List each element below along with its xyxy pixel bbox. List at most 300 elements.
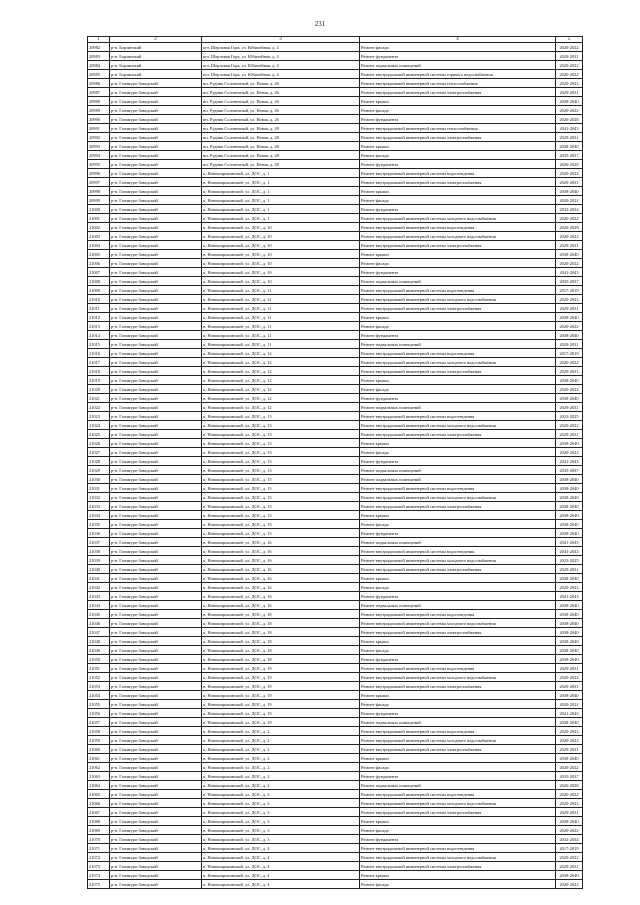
table-row [88, 88, 583, 97]
district-cell: р-н. Газимуро-Заводский [110, 133, 202, 142]
table-row [88, 394, 583, 403]
record-number-cell: 20997 [88, 178, 110, 187]
period-cell: 2020-2022 [556, 169, 583, 178]
period-cell: 2020-2022 [556, 43, 583, 52]
address-cell: п. Новоширокинский, ул. ДОС, д. 2 [202, 754, 360, 763]
address-cell: п. Новоширокинский, ул. ДОС, д. 18 [202, 628, 360, 637]
address-cell: п. Новоширокинский, ул. ДОС, д. 19 [202, 700, 360, 709]
table-row [88, 511, 583, 520]
record-number-cell: 21038 [88, 547, 110, 556]
record-number-cell: 21069 [88, 826, 110, 835]
work-type-cell: Ремонт внутридомовой инженерной системы водоотведения [360, 484, 556, 493]
table-row [88, 745, 583, 754]
district-cell: р-н. Газимуро-Заводский [110, 835, 202, 844]
period-cell: 2038-2040 [556, 331, 583, 340]
work-type-cell: Ремонт внутридомовой инженерной системы электроснабжения [360, 502, 556, 511]
address-cell: п. Новоширокинский, ул. ДОС, д. 18 [202, 655, 360, 664]
record-number-cell: 21004 [88, 241, 110, 250]
work-type-cell: Ремонт внутридомовой инженерной системы электроснабжения [360, 241, 556, 250]
period-cell: 2029-2031 [556, 241, 583, 250]
period-cell: 2020-2022 [556, 880, 583, 889]
address-cell: нп. Рудник Солонечный, ул. Новая, д. 26 [202, 106, 360, 115]
address-cell: пгт. Шерловая Гора, ул. Юбилейная, д. 4 [202, 52, 360, 61]
district-cell: р-н. Газимуро-Заводский [110, 781, 202, 790]
record-number-cell: 20985 [88, 70, 110, 79]
work-type-cell: Ремонт крыши [360, 187, 556, 196]
work-type-cell: Ремонт внутридомовой инженерной системы водоотведения [360, 169, 556, 178]
address-cell: п. Новоширокинский, ул. ДОС, д. 12 [202, 394, 360, 403]
work-type-cell: Ремонт внутридомовой инженерной системы электроснабжения [360, 808, 556, 817]
address-cell: п. Новоширокинский, ул. ДОС, д. 2 [202, 781, 360, 790]
address-cell: п. Новоширокинский, ул. ДОС, д. 11 [202, 313, 360, 322]
record-number-cell: 21014 [88, 331, 110, 340]
address-cell: п. Новоширокинский, ул. ДОС, д. 10 [202, 268, 360, 277]
record-number-cell: 21047 [88, 628, 110, 637]
address-cell: п. Новоширокинский, ул. ДОС, д. 15 [202, 493, 360, 502]
record-number-cell: 21054 [88, 691, 110, 700]
period-cell: 2020-2022 [556, 583, 583, 592]
address-cell: п. Новоширокинский, ул. ДОС, д. 3 [202, 826, 360, 835]
record-number-cell: 21072 [88, 853, 110, 862]
record-number-cell: 21067 [88, 808, 110, 817]
table-row [88, 799, 583, 808]
district-cell: р-н. Газимуро-Заводский [110, 682, 202, 691]
period-cell: 2017-2019 [556, 844, 583, 853]
table-row [88, 79, 583, 88]
table-row [88, 268, 583, 277]
period-cell: 2038-2040 [556, 142, 583, 151]
district-cell: р-н. Борзинский [110, 61, 202, 70]
table-row [88, 520, 583, 529]
work-type-cell: Ремонт внутридомовой инженерной системы электроснабжения [360, 862, 556, 871]
address-cell: п. Новоширокинский, ул. ДОС, д. 3 [202, 799, 360, 808]
record-number-cell: 21041 [88, 574, 110, 583]
table-row [88, 106, 583, 115]
table-row [88, 97, 583, 106]
district-cell: р-н. Газимуро-Заводский [110, 628, 202, 637]
record-number-cell: 20984 [88, 61, 110, 70]
district-cell: р-н. Газимуро-Заводский [110, 196, 202, 205]
work-type-cell: Ремонт крыши [360, 97, 556, 106]
table-row [88, 862, 583, 871]
address-cell: п. Новоширокинский, ул. ДОС, д. 16 [202, 547, 360, 556]
table-row [88, 61, 583, 70]
page-number: 231 [314, 20, 326, 28]
work-type-cell: Ремонт внутридомовой инженерной системы холодного водоснабжения [360, 493, 556, 502]
record-number-cell: 21057 [88, 718, 110, 727]
work-type-cell: Ремонт фундамента [360, 115, 556, 124]
column-header-4: 4 [360, 37, 556, 43]
address-cell: п. Новоширокинский, ул. ДОС, д. 12 [202, 385, 360, 394]
work-type-cell: Ремонт внутридомовой инженерной системы холодного водоснабжения [360, 214, 556, 223]
address-cell: п. Новоширокинский, ул. ДОС, д. 3 [202, 817, 360, 826]
period-cell: 2038-2040 [556, 394, 583, 403]
work-type-cell: Ремонт фасада [360, 322, 556, 331]
work-type-cell: Ремонт подвальных помещений [360, 718, 556, 727]
district-cell: р-н. Газимуро-Заводский [110, 214, 202, 223]
address-cell: п. Новоширокинский, ул. ДОС, д. 11 [202, 295, 360, 304]
work-type-cell: Ремонт внутридомовой инженерной системы электроснабжения [360, 133, 556, 142]
record-number-cell: 21031 [88, 484, 110, 493]
district-cell: р-н. Борзинский [110, 43, 202, 52]
address-cell: п. Новоширокинский, ул. ДОС, д. 15 [202, 511, 360, 520]
period-cell: 2023-2025 [556, 412, 583, 421]
address-cell: п. Новоширокинский, ул. ДОС, д. 16 [202, 601, 360, 610]
table-row [88, 736, 583, 745]
table-row [88, 637, 583, 646]
address-cell: п. Новоширокинский, ул. ДОС, д. 19 [202, 709, 360, 718]
district-cell: р-н. Газимуро-Заводский [110, 772, 202, 781]
district-cell: р-н. Газимуро-Заводский [110, 313, 202, 322]
table-row [88, 754, 583, 763]
record-number-cell: 20994 [88, 151, 110, 160]
record-number-cell: 21013 [88, 322, 110, 331]
district-cell: р-н. Газимуро-Заводский [110, 637, 202, 646]
district-cell: р-н. Газимуро-Заводский [110, 736, 202, 745]
address-cell: п. Новоширокинский, ул. ДОС, д. 18 [202, 619, 360, 628]
address-cell: п. Новоширокинский, ул. ДОС, д. 2 [202, 727, 360, 736]
district-cell: р-н. Газимуро-Заводский [110, 169, 202, 178]
period-cell: 2029-2031 [556, 565, 583, 574]
district-cell: р-н. Газимуро-Заводский [110, 394, 202, 403]
address-cell: нп. Рудник Солонечный, ул. Новая, д. 26 [202, 88, 360, 97]
table-row [88, 313, 583, 322]
table-row [88, 205, 583, 214]
district-cell: р-н. Газимуро-Заводский [110, 871, 202, 880]
period-cell: 2041-2043 [556, 538, 583, 547]
district-cell: р-н. Газимуро-Заводский [110, 565, 202, 574]
address-cell: п. Новоширокинский, ул. ДОС, д. 4 [202, 862, 360, 871]
work-type-cell: Ремонт крыши [360, 511, 556, 520]
period-cell: 2029-2031 [556, 403, 583, 412]
work-type-cell: Ремонт внутридомовой инженерной системы водоотведения [360, 790, 556, 799]
work-type-cell: Ремонт внутридомовой инженерной системы холодного водоснабжения [360, 556, 556, 565]
record-number-cell: 21039 [88, 556, 110, 565]
table-row [88, 853, 583, 862]
column-header-2: 2 [110, 37, 202, 43]
period-cell: 2029-2031 [556, 340, 583, 349]
table-row [88, 340, 583, 349]
period-cell: 2038-2040 [556, 637, 583, 646]
column-header-3: 3 [202, 37, 360, 43]
address-cell: нп. Рудник Солонечный, ул. Новая, д. 26 [202, 115, 360, 124]
record-number-cell: 20989 [88, 106, 110, 115]
address-cell: п. Новоширокинский, ул. ДОС, д. 15 [202, 484, 360, 493]
work-type-cell: Ремонт внутридомовой инженерной системы водоотведения [360, 610, 556, 619]
table-row [88, 115, 583, 124]
record-number-cell: 20986 [88, 79, 110, 88]
period-cell: 2038-2040 [556, 97, 583, 106]
district-cell: р-н. Газимуро-Заводский [110, 673, 202, 682]
district-cell: р-н. Борзинский [110, 52, 202, 61]
district-cell: р-н. Газимуро-Заводский [110, 106, 202, 115]
address-cell: п. Новоширокинский, ул. ДОС, д. 1 [202, 187, 360, 196]
district-cell: р-н. Газимуро-Заводский [110, 376, 202, 385]
record-number-cell: 21059 [88, 736, 110, 745]
record-number-cell: 20993 [88, 142, 110, 151]
work-type-cell: Ремонт фундамента [360, 835, 556, 844]
record-number-cell: 21066 [88, 799, 110, 808]
address-cell: п. Новоширокинский, ул. ДОС, д. 1 [202, 214, 360, 223]
record-number-cell: 21012 [88, 313, 110, 322]
record-number-cell: 21071 [88, 844, 110, 853]
address-cell: п. Новоширокинский, ул. ДОС, д. 3 [202, 790, 360, 799]
table-row [88, 358, 583, 367]
record-number-cell: 21007 [88, 268, 110, 277]
record-number-cell: 21062 [88, 763, 110, 772]
work-type-cell: Ремонт фасада [360, 520, 556, 529]
address-cell: нп. Рудник Солонечный, ул. Новая, д. 28 [202, 142, 360, 151]
district-cell: р-н. Газимуро-Заводский [110, 160, 202, 169]
period-cell: 2020-2022 [556, 295, 583, 304]
table-row [88, 682, 583, 691]
period-cell: 2029-2031 [556, 664, 583, 673]
record-number-cell: 21001 [88, 214, 110, 223]
work-type-cell: Ремонт фасада [360, 880, 556, 889]
work-type-cell: Ремонт фундамента [360, 709, 556, 718]
work-type-cell: Ремонт фундамента [360, 268, 556, 277]
record-number-cell: 21063 [88, 772, 110, 781]
table-row [88, 196, 583, 205]
district-cell: р-н. Газимуро-Заводский [110, 304, 202, 313]
period-cell: 2038-2040 [556, 628, 583, 637]
work-type-cell: Ремонт подвальных помещений [360, 601, 556, 610]
work-type-cell: Ремонт внутридомовой инженерной системы горячего водоснабжения [360, 70, 556, 79]
period-cell: 2020-2022 [556, 322, 583, 331]
record-number-cell: 20991 [88, 124, 110, 133]
district-cell: р-н. Газимуро-Заводский [110, 727, 202, 736]
district-cell: р-н. Газимуро-Заводский [110, 700, 202, 709]
work-type-cell: Ремонт крыши [360, 250, 556, 259]
work-type-cell: Ремонт фундамента [360, 457, 556, 466]
period-cell: 2035-2037 [556, 151, 583, 160]
table-row [88, 277, 583, 286]
table-row [88, 772, 583, 781]
period-cell: 2035-2037 [556, 772, 583, 781]
record-number-cell: 21048 [88, 637, 110, 646]
table-row [88, 592, 583, 601]
address-cell: п. Новоширокинский, ул. ДОС, д. 3 [202, 835, 360, 844]
period-cell: 2029-2031 [556, 133, 583, 142]
address-cell: п. Новоширокинский, ул. ДОС, д. 1 [202, 169, 360, 178]
table-row [88, 70, 583, 79]
work-type-cell: Ремонт внутридомовой инженерной системы теплоснабжения [360, 79, 556, 88]
address-cell: п. Новоширокинский, ул. ДОС, д. 16 [202, 592, 360, 601]
district-cell: р-н. Газимуро-Заводский [110, 187, 202, 196]
address-cell: нп. Рудник Солонечный, ул. Новая, д. 28 [202, 151, 360, 160]
district-cell: р-н. Газимуро-Заводский [110, 205, 202, 214]
district-cell: р-н. Газимуро-Заводский [110, 745, 202, 754]
period-cell: 2020-2022 [556, 259, 583, 268]
period-cell: 2041-2043 [556, 268, 583, 277]
work-type-cell: Ремонт фасада [360, 196, 556, 205]
work-type-cell: Ремонт внутридомовой инженерной системы холодного водоснабжения [360, 853, 556, 862]
work-type-cell: Ремонт крыши [360, 574, 556, 583]
district-cell: р-н. Газимуро-Заводский [110, 286, 202, 295]
work-type-cell: Ремонт фундамента [360, 331, 556, 340]
table-row [88, 826, 583, 835]
period-cell: 2032-2034 [556, 205, 583, 214]
address-cell: пгт. Шерловая Гора, ул. Юбилейная, д. 4 [202, 61, 360, 70]
district-cell: р-н. Газимуро-Заводский [110, 97, 202, 106]
table-row [88, 844, 583, 853]
record-number-cell: 21030 [88, 475, 110, 484]
district-cell: р-н. Газимуро-Заводский [110, 439, 202, 448]
address-cell: нп. Рудник Солонечный, ул. Новая, д. 28 [202, 133, 360, 142]
period-cell: 2038-2040 [556, 610, 583, 619]
table-row [88, 421, 583, 430]
table-row [88, 304, 583, 313]
table-row [88, 232, 583, 241]
table-row [88, 169, 583, 178]
district-cell: р-н. Газимуро-Заводский [110, 493, 202, 502]
table-row [88, 817, 583, 826]
period-cell: 2041-2043 [556, 547, 583, 556]
address-cell: п. Новоширокинский, ул. ДОС, д. 10 [202, 259, 360, 268]
table-row [88, 583, 583, 592]
work-type-cell: Ремонт фасада [360, 151, 556, 160]
address-cell: п. Новоширокинский, ул. ДОС, д. 3 [202, 808, 360, 817]
district-cell: р-н. Газимуро-Заводский [110, 817, 202, 826]
district-cell: р-н. Газимуро-Заводский [110, 430, 202, 439]
table-row [88, 430, 583, 439]
table-row [88, 556, 583, 565]
table-body [88, 43, 583, 889]
record-number-cell: 21075 [88, 880, 110, 889]
period-cell: 2038-2040 [556, 439, 583, 448]
table-row [88, 439, 583, 448]
work-type-cell: Ремонт внутридомовой инженерной системы холодного водоснабжения [360, 673, 556, 682]
address-cell: п. Новоширокинский, ул. ДОС, д. 15 [202, 502, 360, 511]
period-cell: 2038-2040 [556, 817, 583, 826]
record-number-cell: 21025 [88, 430, 110, 439]
table-row [88, 628, 583, 637]
address-cell: п. Новоширокинский, ул. ДОС, д. 13 [202, 448, 360, 457]
period-cell: 2020-2022 [556, 673, 583, 682]
record-number-cell: 21074 [88, 871, 110, 880]
address-cell: п. Новоширокинский, ул. ДОС, д. 19 [202, 664, 360, 673]
table-row [88, 502, 583, 511]
work-type-cell: Ремонт внутридомовой инженерной системы электроснабжения [360, 367, 556, 376]
district-cell: р-н. Борзинский [110, 70, 202, 79]
work-type-cell: Ремонт крыши [360, 376, 556, 385]
district-cell: р-н. Газимуро-Заводский [110, 178, 202, 187]
district-cell: р-н. Газимуро-Заводский [110, 232, 202, 241]
period-cell: 2032-2034 [556, 835, 583, 844]
district-cell: р-н. Газимуро-Заводский [110, 511, 202, 520]
work-type-cell: Ремонт крыши [360, 754, 556, 763]
district-cell: р-н. Газимуро-Заводский [110, 826, 202, 835]
period-cell: 2029-2031 [556, 862, 583, 871]
record-number-cell: 21008 [88, 277, 110, 286]
district-cell: р-н. Газимуро-Заводский [110, 574, 202, 583]
district-cell: р-н. Газимуро-Заводский [110, 808, 202, 817]
period-cell: 2038-2040 [556, 250, 583, 259]
record-number-cell: 21055 [88, 700, 110, 709]
district-cell: р-н. Газимуро-Заводский [110, 664, 202, 673]
address-cell: п. Новоширокинский, ул. ДОС, д. 13 [202, 412, 360, 421]
table-row [88, 700, 583, 709]
record-number-cell: 21024 [88, 421, 110, 430]
period-cell: 2020-2022 [556, 421, 583, 430]
record-number-cell: 21035 [88, 520, 110, 529]
period-cell: 2020-2022 [556, 358, 583, 367]
work-type-cell: Ремонт подвальных помещений [360, 475, 556, 484]
district-cell: р-н. Газимуро-Заводский [110, 601, 202, 610]
table-row [88, 331, 583, 340]
period-cell: 2035-2037 [556, 277, 583, 286]
district-cell: р-н. Газимуро-Заводский [110, 754, 202, 763]
district-cell: р-н. Газимуро-Заводский [110, 484, 202, 493]
record-number-cell: 21021 [88, 394, 110, 403]
record-number-cell: 21065 [88, 790, 110, 799]
address-cell: п. Новоширокинский, ул. ДОС, д. 4 [202, 844, 360, 853]
record-number-cell: 21005 [88, 250, 110, 259]
address-cell: п. Новоширокинский, ул. ДОС, д. 13 [202, 421, 360, 430]
work-type-cell: Ремонт фундамента [360, 529, 556, 538]
record-number-cell: 21036 [88, 529, 110, 538]
table-row [88, 151, 583, 160]
work-type-cell: Ремонт фундамента [360, 772, 556, 781]
district-cell: р-н. Газимуро-Заводский [110, 142, 202, 151]
record-number-cell: 20990 [88, 115, 110, 124]
address-cell: п. Новоширокинский, ул. ДОС, д. 12 [202, 358, 360, 367]
work-type-cell: Ремонт внутридомовой инженерной системы электроснабжения [360, 88, 556, 97]
work-type-cell: Ремонт внутридомовой инженерной системы теплоснабжения [360, 124, 556, 133]
district-cell: р-н. Газимуро-Заводский [110, 790, 202, 799]
period-cell: 2023-2025 [556, 556, 583, 565]
address-cell: п. Новоширокинский, ул. ДОС, д. 13 [202, 466, 360, 475]
address-cell: п. Новоширокинский, ул. ДОС, д. 16 [202, 583, 360, 592]
work-type-cell: Ремонт подвальных помещений [360, 340, 556, 349]
period-cell: 2026-2028 [556, 781, 583, 790]
district-cell: р-н. Газимуро-Заводский [110, 853, 202, 862]
district-cell: р-н. Газимуро-Заводский [110, 268, 202, 277]
address-cell: пгт. Шерловая Гора, ул. Юбилейная, д. 4 [202, 70, 360, 79]
table-row [88, 457, 583, 466]
work-type-cell: Ремонт внутридомовой инженерной системы водоотведения [360, 223, 556, 232]
record-number-cell: 21051 [88, 664, 110, 673]
address-cell: п. Новоширокинский, ул. ДОС, д. 13 [202, 439, 360, 448]
address-cell: п. Новоширокинский, ул. ДОС, д. 10 [202, 223, 360, 232]
address-cell: п. Новоширокинский, ул. ДОС, д. 2 [202, 745, 360, 754]
record-number-cell: 21056 [88, 709, 110, 718]
period-cell: 2041-2043 [556, 124, 583, 133]
period-cell: 2038-2040 [556, 754, 583, 763]
record-number-cell: 21042 [88, 583, 110, 592]
table-row [88, 808, 583, 817]
period-cell: 2020-2022 [556, 826, 583, 835]
district-cell: р-н. Газимуро-Заводский [110, 115, 202, 124]
work-type-cell: Ремонт внутридомовой инженерной системы водоотведения [360, 286, 556, 295]
district-cell: р-н. Газимуро-Заводский [110, 718, 202, 727]
period-cell: 2026-2028 [556, 223, 583, 232]
period-cell: 2035-2037 [556, 466, 583, 475]
period-cell: 2020-2022 [556, 853, 583, 862]
table-row [88, 880, 583, 889]
district-cell: р-н. Газимуро-Заводский [110, 709, 202, 718]
address-cell: п. Новоширокинский, ул. ДОС, д. 11 [202, 304, 360, 313]
period-cell: 2038-2040 [556, 313, 583, 322]
period-cell: 2038-2040 [556, 484, 583, 493]
address-cell: п. Новоширокинский, ул. ДОС, д. 4 [202, 880, 360, 889]
work-type-cell: Ремонт внутридомовой инженерной системы холодного водоснабжения [360, 799, 556, 808]
record-number-cell: 20995 [88, 160, 110, 169]
record-number-cell: 21043 [88, 592, 110, 601]
address-cell: п. Новоширокинский, ул. ДОС, д. 19 [202, 718, 360, 727]
table-row [88, 241, 583, 250]
district-cell: р-н. Газимуро-Заводский [110, 349, 202, 358]
